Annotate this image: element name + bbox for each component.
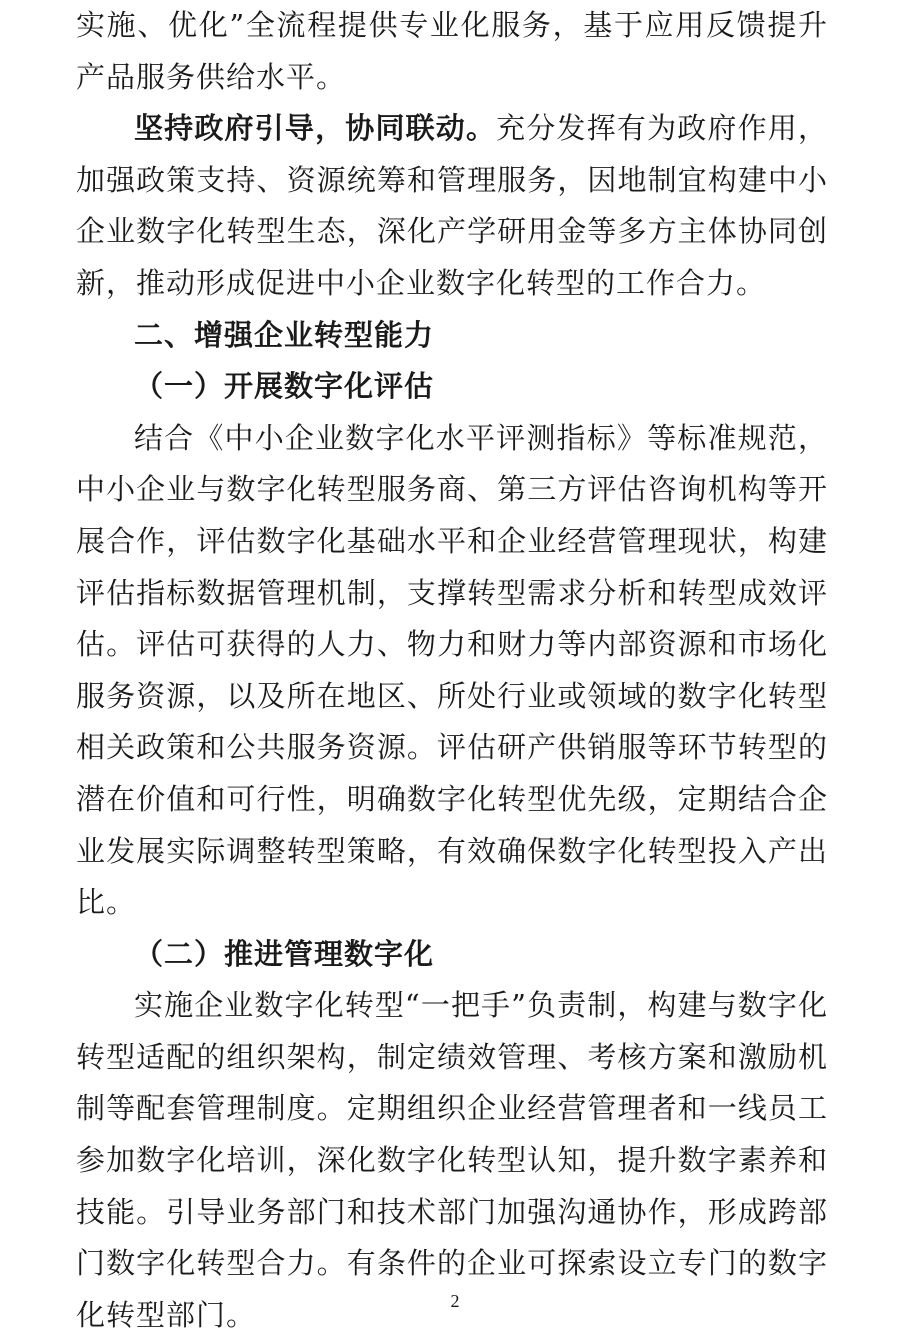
paragraph-lead-phrase: 坚持政府引导，协同联动。 xyxy=(134,111,497,146)
subsection-heading-assessment: （一）开展数字化评估 xyxy=(134,369,435,404)
paragraph-continuation: 实施、优化”全流程提供专业化服务，基于应用反馈提升产品服务供给水平。 xyxy=(76,8,828,94)
paragraph-government-guidance xyxy=(76,103,828,309)
paragraph-body-text: 充分发挥有为政府作用，加强政策支持、资源统筹和管理服务，因地制宜构建中小企业数字化转型生态，深化产学研用金等多方主体协同创新，推动形成促进中小企业数字化转型的工作合力。 xyxy=(76,111,828,300)
document-body xyxy=(76,0,828,1341)
paragraph-assessment: 结合《中小企业数字化水平评测指标》等标准规范，中小企业与数字化转型服务商、第三方评估咨询机构等开展合作，评估数字化基础水平和企业经营管理现状，构建评估指标数据管理机制，支撑转型需求分析和转型成效评估。评估可获得的人力、物力和财力等内部资源和市场化服务资源，以及所在地区、所处行业或领域的数字化转型相关政策和公共服务资源。评估研产供销服等环节转型的潜在价值和可行性，明确数字化转型优先级，定期结合企业发展实际调整转型策略，有效确保数字化转型投入产出比。 xyxy=(76,420,828,920)
page-number: 2 xyxy=(450,1291,460,1311)
paragraph-management: 实施企业数字化转型“一把手”负责制，构建与数字化转型适配的组织架构，制定绩效管理、考核方案和激励机制等配套管理制度。定期组织企业经营管理者和一线员工参加数字化培训，深化数字化转型认知，提升数字素养和技能。引导业务部门和技术部门加强沟通协作，形成跨部门数字化转型合力。有条件的企业可探索设立专门的数字化转型部门。 xyxy=(76,988,828,1332)
subsection-heading-management: （二）推进管理数字化 xyxy=(134,936,435,971)
section-heading: 二、增强企业转型能力 xyxy=(134,317,435,352)
